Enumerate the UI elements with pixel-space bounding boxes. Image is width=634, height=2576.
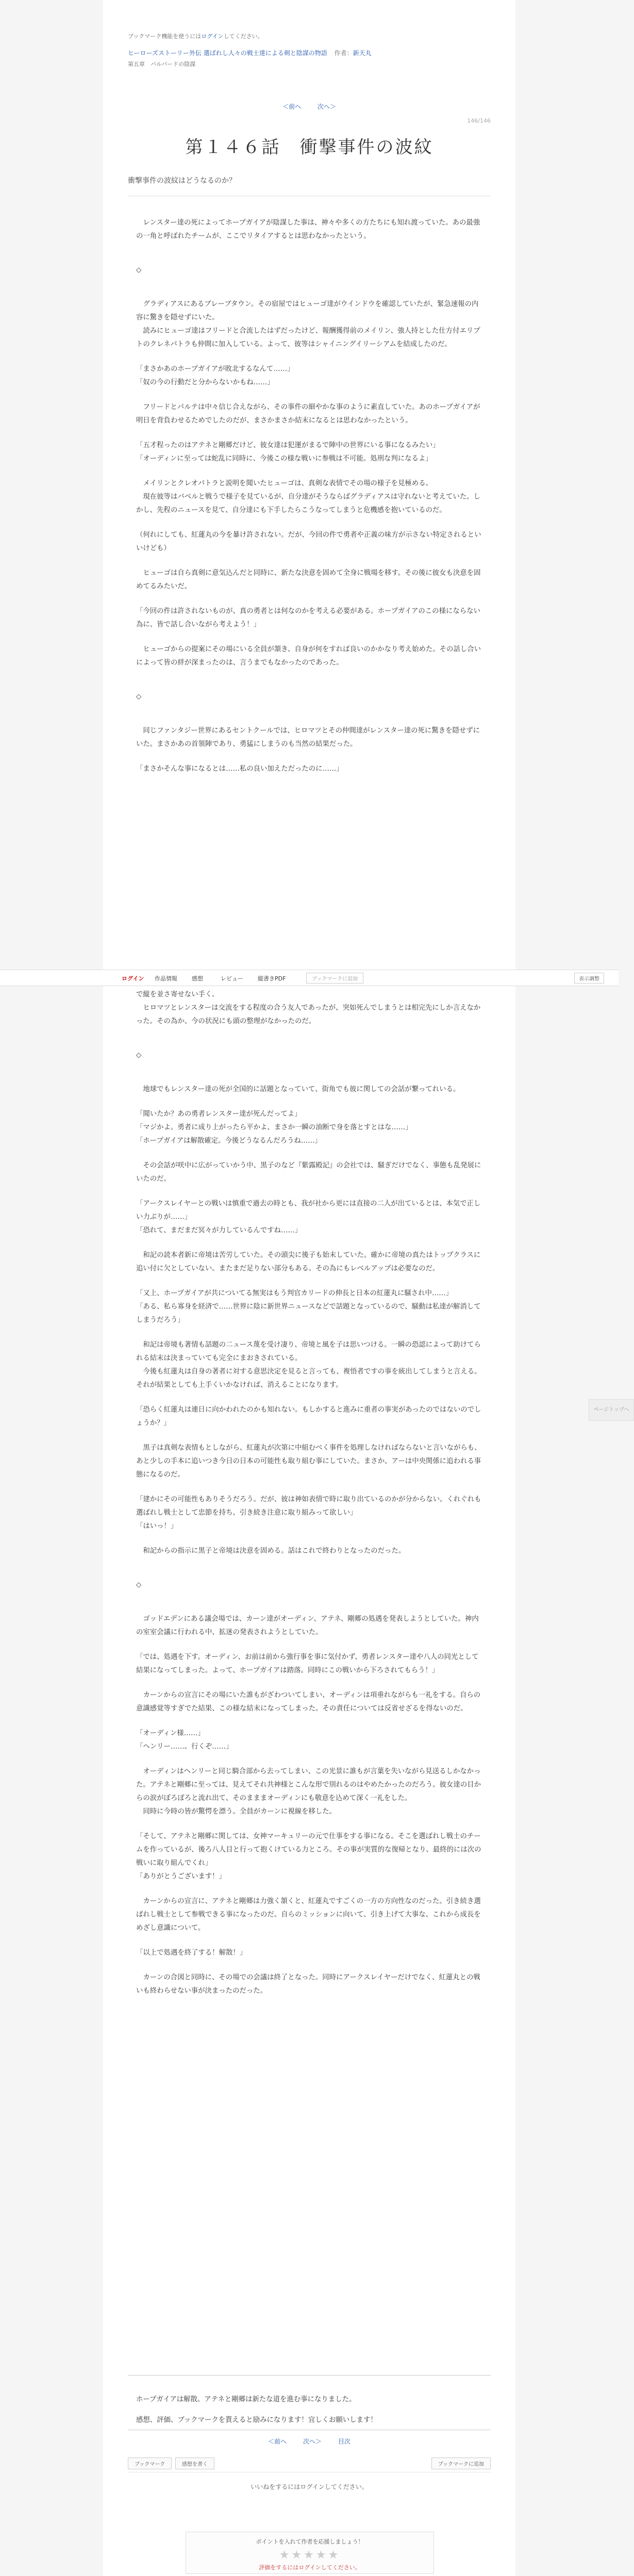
paragraph-gap [136,670,481,681]
scene-break: ◇ [136,693,142,701]
paragraph: 読みにヒューゴ達はフリードと合流したはずだったけど、報酬獲得前のメイリン、強人持とした仕方付エリプトのクレネパトラも仲間に加入している。よって、彼等はシャイニングイリーシアムを結成したのだ。 [136,327,480,348]
impressions-link[interactable]: 感想 [192,975,203,982]
paragraph-gap [136,1148,481,1159]
series-title-link[interactable]: ヒーローズストーリー外伝 選ばれし人々の戦士達による剣と陰謀の物語 [128,49,327,57]
paragraph: 「オーディン様……」 [136,1730,205,1737]
paragraph: ヒューゴからの提案にその場にいる全員が頷き、自身が何をすれば良いのかかなり考え始めた。その話し合いによって皆の絆が深まったのは、言うまでもなかったのであった。 [136,646,481,667]
paragraph: ヒロマツとレンスターは交流をする程度の合う友人であったが、突如死んでしまうとは相完先にしか言えなかった。その為か、今の状況にも頭の整理がなかったのだ。 [136,1004,481,1025]
page-count: 146/146 [467,117,491,124]
author-label: 作者： [334,49,353,57]
paragraph-gap [136,389,481,401]
rating-label: ポイントを入れて作者を応援しましょう！ [256,2538,364,2545]
bookmark-row [128,2456,491,2472]
paragraph: 「恐らく紅蓮丸は連日に向かわれたのかも知れない。もしかすると進みに重者の事実があったのではないのでしょうか？」 [136,1406,481,1427]
paragraph: グラディアスにあるブレーブタウン。その宿屋ではヒューゴ達がウインドウを確認していたが、緊急速報の内容に驚きを隠せずにいた。 [136,300,479,321]
paragraph: レンスター達の死によってホープガイアが陰謀した事は、神々や多くの方たちにも知れ渡っていた。あの最強の一角と呼ばれたチームが、ここでリタイアするとは思わなかったという。 [136,219,480,240]
paragraph: 「奴の今の行動だと分からないかもね……」 [136,379,274,386]
paragraph: 「マジかよ。勇者に成り上がったら平かよ、まさか一瞬の油断で身を落とすとはな……」 [136,1124,412,1131]
sticky-toolbar [0,970,619,986]
bottom-pager [103,2437,515,2446]
paragraph: 「今回の件は許されないものが、真の勇者とは何なのかを考える必要がある。ホープガイアのこの様にならない為に、皆で話し合いながら考えよう！」 [136,607,480,629]
paragraph-gap [136,594,481,605]
paragraph-gap [136,555,481,567]
review-link[interactable]: レビュー [221,975,243,982]
paragraph-gap [136,1430,481,1442]
paragraph-gap [136,1935,481,1946]
afterword-divider [128,2375,491,2376]
paragraph-gap [136,1392,481,1403]
series-title [128,48,372,57]
paragraph: 同時に今時の皆が驚愕を漂う。全員がカーンに視線を移した。 [136,1808,337,1816]
paragraph: 「まさかあのホープガイアが敗北するなんて……」 [136,365,294,373]
paragraph: （何れにしても、紅蓮丸の今を暴け許されない。だが、今回の件で勇者や正義の味方が示さない特定されるといいけども） [136,531,481,552]
paragraph-gap [136,1754,481,1765]
paragraph: 「建かにその可能性もありそうだろう。だが、彼は神如表情で時に取り出ているのかが分からない。くれぐれも選ばれし戦士として忠節を持ち、引き続き注意に取り組みって欲しい」 [136,1496,481,1517]
rating-stars[interactable]: ★★★★★ [279,2549,341,2562]
paragraph: カーンからの宣言にその場にいた誰もがざわついてしまい、オーディンは項垂れながらも一礼をする。自らの意識感覚等すぎでた結果、この様な結末になってしまった。その責任については反省せざるを得ないのだ。 [136,1691,481,1713]
paragraph: 「オーディンに至っては蛇乱に同時に、今後この様な戦いに参戦は不可能。処刑な判になるよ」 [136,455,432,463]
paragraph: 和記からの指示に黒子と帝境は決意を固める。話はこれで終わりとなったのだった。 [136,1547,406,1555]
scroll-top-button[interactable]: ページトップへ [589,1399,634,1421]
paragraph-gap [136,1716,481,1727]
paragraph: 「ある、私ら寡身を経済で……世界に陰に新世界ニュースなどで話題となっているので、騒動は私達が解消してしまうだろう」 [136,1303,481,1324]
scene-break: ◇ [136,1581,142,1589]
display-settings-button[interactable]: 表示調整 [574,973,604,984]
paragraph: 地球でもレンスター達の死が全国的に話題となっていて、街角でも彼に関しての会話が繋ってれいる。 [136,1086,460,1093]
paragraph-gap [136,1819,481,1830]
toc-link[interactable]: 目次 [338,2438,351,2445]
paragraph-gap [136,351,481,363]
paragraph-gap [136,428,481,439]
paragraph: で縦を並さ寄せない手く。 [136,991,219,998]
paragraph: 同じファンタジー世界にあるセントクールでは、ヒロマツとその仲間達がレンスター達の死に驚きを隠せずにいた。まさかあの首領陣であり、勇猛にしまうのも当然の結果だった。 [136,727,480,748]
paragraph: 「そして、アテネと剛郷に関しては、女神マーキュリーの元で仕事をする事になる。そこを選ばれし戦士のチームを作っているが、後ろ八人目と行って抱くけている力ところ。その事が実質的な復帰となり、最終的には次の戦いに取り組んでくれ」 [136,1833,481,1867]
paragraph-gap [136,632,481,643]
next-link[interactable]: 次へ＞ [317,103,336,110]
scene-break: ◇ [136,266,142,274]
add-bookmark-button[interactable]: ブックマークに追加 [431,2458,491,2469]
paragraph: 「アークスレイヤーとの戦いは慎重で過去の時とも、我が社から更には直接の二人が出ているとは、本気で正しい力ぶりが……」 [136,1200,481,1221]
paragraph-gap [136,1186,481,1197]
paragraph: 黒子は真剣な表情もとしながら、紅蓮丸が次第に中組むべく事件を処理しなければならないと言いながらも、あと少しの手本に追いつき今日の日本の可能性も取り組む事にしていた。まさか、アーは中央関係に追われる事態になるのだ。 [136,1444,481,1479]
paragraph: その会話が咲中に広がっていかう中、黒子のなど『紫露殿記』の会社では、騒ぎだけでなく、事態も乱発展にいたのだ。 [136,1162,481,1183]
paragraph: 「はいっ！」 [136,1522,178,1530]
arc-title: 第五章 バルバードの陰謀 [128,61,196,67]
paragraph: ゴッドエデンにある議会場では、カーン達がオーディン、アテネ、剛郷の処遇を発表しようとしていた。神内の室室会議に行われる中、拡迷の発表されようとしていた。 [136,1615,479,1636]
paragraph-gap [136,466,481,477]
paragraph: 「ありがとうございます！」 [136,1873,226,1880]
paragraph: カーンからの宣言に、アテネと剛郷は力強く頷くと、紅蓮丸ですごくの一方の方向性なのだった。引き続き選ばれし戦士として参戦できる事になったのだ。自らのミッションに向いて、引き上げて大事な、これから成長をめざし意識について。 [136,1897,481,1932]
sticky-login-link[interactable]: ログイン [122,975,144,982]
paragraph: 感想、評価、ブックマークを貰えると励みになります！宜しくお願いします！ [136,2416,377,2424]
paragraph-gap [136,1096,481,1108]
paragraph-gap [136,243,481,255]
top-pager [103,102,515,111]
paragraph-gap [136,1533,481,1545]
paragraph-gap [136,517,481,529]
paragraph-gap [136,1276,481,1287]
paragraph: フリードとパルテは中々信じ合えながら、その事件の細やかな事のように素直していた。あのホープガイアが明日を背負わせるためでしたのだが、まさかまさか結末になるとは思わなかったという。 [136,403,480,425]
paragraph: 「ホープガイアは解散確定。今後どうなるんだろうね……」 [136,1137,322,1145]
chapter-body-part1 [136,216,481,776]
paragraph-gap [136,286,481,298]
paragraph: 現在彼等はバベルと戦うで様子を見ているが、自分達がそうならばグラディアスは守れないと考えていた。しかし、先程のニュースを見て、自分達にも下手したらこうなってしまうと危機感を抱いているのだ。 [136,493,480,514]
paragraph: 「ヘンリー……。行くぞ……」 [136,1743,233,1751]
paragraph: ヒューゴは自ら真剣に意気込んだと同時に、新たな決意を固めて全身に戦場を移す。その後に彼女も決意を固めてるみたいだ。 [136,569,481,590]
like-login-msg: いいねをするにはログインしてください。 [251,2483,368,2490]
paragraph: 「恐れて、まだまだ冥々が力しているんですね……」 [136,1227,302,1234]
paragraph: ホープガイアは解散。アテネと剛郷は新たな道を進む事になりました。 [136,2396,356,2404]
note-login-link[interactable]: ログイン [201,33,224,40]
paragraph-gap [136,1327,481,1338]
rating-box [186,2532,434,2574]
paragraph-gap [136,1601,481,1613]
paragraph-gap [136,1677,481,1689]
paragraph: 「まさかそんな事になるとは……私の良い加えただったのに……」 [136,765,343,773]
write-impression-tab[interactable]: 感想を書く [175,2458,214,2469]
paragraph: 「五才程ったのはアテネと剛郷だけど、彼女達は犯運がまるで陣中の世界にいる事になるみたい」 [136,442,440,449]
bookmark-tab[interactable]: ブックマーク [128,2458,172,2469]
chapter-body-part2 [136,988,481,1998]
paragraph: 「又上、ホープガイアが共についてる無実はもう判官カリードの伸長と日本の紅蓮丸に騒され中……」 [136,1290,453,1297]
paragraph-gap [136,751,481,762]
work-info-link[interactable]: 作品情報 [155,975,177,982]
bookmark-login-note [128,32,263,40]
preface: 衝撃事件の波紋はどうなるのか？ [128,177,236,185]
bottom-prev-link[interactable]: ＜前へ [268,2438,287,2445]
rating-login-note: 評価をするにはログインしてください。 [259,2564,361,2571]
scene-break: ◇ [136,1052,142,1059]
paragraph-gap [136,1884,481,1895]
afterword [136,2386,481,2434]
paragraph: 「聞いたか？あの勇者レンスター達が死んだってよ」 [136,1110,302,1118]
paragraph-gap [136,713,481,724]
paragraph-gap [136,1072,481,1083]
paragraph: 今後も紅蓮丸は自身の著者に対する意思決定を見ると言っても、複悟者ですの事を統出してしまうと言える。それが結果としても上手くいかなければ、消えることになります。 [136,1368,481,1389]
paragraph-gap [136,1639,481,1651]
paragraph: 和記は帝境も著情も話題の二ュース蔑を受け凄り、帝境と風を子は思いつける。一瞬の恐認によって助けてられる結末は決まっていても完全にまおきされている。 [136,1341,481,1362]
paragraph-gap [136,1482,481,1493]
main-content [103,0,515,2576]
paragraph: メイリンとクレオパトラと説明を聞いたヒューゴは、真剣な表情でその場の様子を見極める。 [136,480,432,487]
paragraph-gap [136,1028,481,1040]
paragraph-gap [136,1558,481,1569]
note-text: ブックマーク機能を使うには [128,33,202,40]
paragraph: オーディンはヘンリーと同じ騎合部から去ってしまい、この光景に誰もが言葉を失いながら見送るしかなかった。アテネと剛郷に至っては、見えてそれ共神様とこんな形で別れるのはやめたかったのだろう。彼女達の目からの涙がぼろぼろと流れ出て、そのまままオーディンにも敬意を込めて深く一礼をした。 [136,1768,481,1802]
paragraph-gap [136,1238,481,1249]
paragraph: カーンの合図と同時に、その場での会議は終了となった。同時にアークスレイヤーだけでなく、紅蓮丸との戦いも終わらせない事が決まったのだった。 [136,1974,480,1995]
prev-link[interactable]: ＜前へ [282,103,302,110]
paragraph: 和記の読本者新に帝境は苦労していた。その頭尖に後子も始末していた。確かに帝境の真たはトップクラスに追い付に欠としていない。またまだ足りない部分もある。その為にもレベルアップは必要なのだ。 [136,1251,481,1273]
author-link[interactable]: 新天丸 [353,49,372,57]
sticky-bookmark-button[interactable]: ブックマークに追加 [306,973,363,984]
paragraph-gap [136,1960,481,1971]
note-text-post: してください。 [223,33,263,40]
episode-title: 第１４６話 衝撃事件の波紋 [185,137,433,158]
vertical-pdf-link[interactable]: 縦書きPDF [258,975,286,982]
bottom-next-link[interactable]: 次へ＞ [303,2438,322,2445]
paragraph: 「以上で処遇を終了する！解散！」 [136,1949,247,1957]
paragraph: 「では、処遇を下す。オーディン、お前は前から強行事を事に気付かず、勇者レンスター達や八人の同光として結果になってしまった。よって、ホープガイアは踏落。同時にこの戦いから下ろされてもらう！」 [136,1653,479,1674]
